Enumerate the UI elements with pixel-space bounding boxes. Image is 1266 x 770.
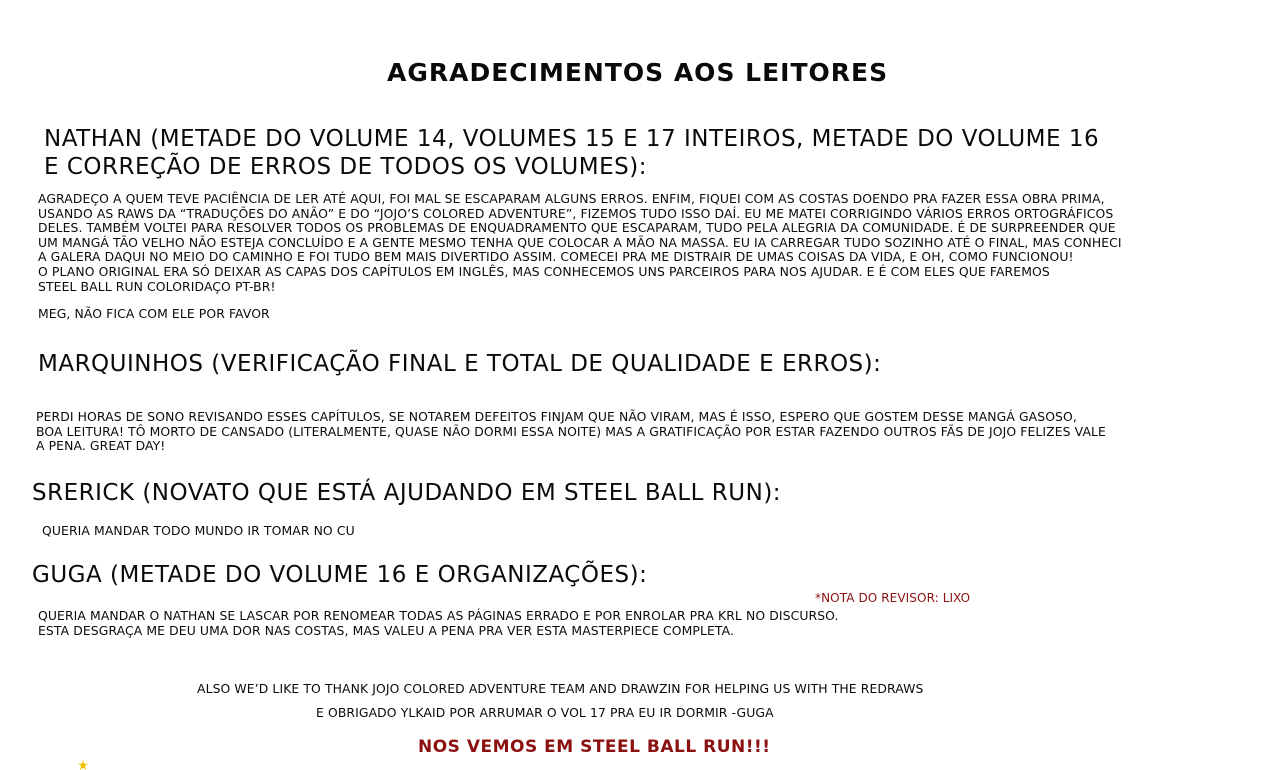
marquinhos-line: BOA LEITURA! TÔ MORTO DE CANSADO (LITERALMENTE, QUASE NÃO DORMI ESSA NOITE) MAS A GRATIFICAÇÃO POR ESTAR FAZENDO OUTROS FÃS DE JOJO FELIZES VALE	[36, 423, 1106, 439]
marquinhos-heading: MARQUINHOS (VERIFICAÇÃO FINAL E TOTAL DE QUALIDADE E ERROS):	[38, 351, 882, 377]
marquinhos-line: A PENA. GREAT DAY!	[36, 438, 166, 454]
srerick-line: QUERIA MANDAR TODO MUNDO IR TOMAR NO CU	[42, 523, 355, 538]
nathan-line: O PLANO ORIGINAL ERA SÓ DEIXAR AS CAPAS DOS CAPÍTULOS EM INGLÊS, MAS CONHECEMOS UNS PARCEIROS PARA NOS AJUDAR. E É COM ELES QUE FAREMOS	[38, 263, 1050, 279]
page-title: AGRADECIMENTOS AOS LEITORES	[387, 58, 889, 87]
guga-line: ESTA DESGRAÇA ME DEU UMA DOR NAS COSTAS, MAS VALEU A PENA PRA VER ESTA MASTERPIECE COMPLETA.	[38, 622, 735, 638]
srerick-heading: SRERICK (NOVATO QUE ESTÁ AJUDANDO EM STEEL BALL RUN):	[32, 480, 782, 506]
nathan-heading-line1: NATHAN (METADE DO VOLUME 14, VOLUMES 15 E 17 INTEIROS, METADE DO VOLUME 16	[44, 126, 1100, 152]
nathan-line: USANDO AS RAWS DA “TRADUÇÕES DO ANÃO” E DO “JOJO’S COLORED ADVENTURE”, FIZEMOS TUDO ISSO DAÍ. EU ME MATEI CORRIGINDO VÁRIOS ERROS ORTOGRÁFICOS	[38, 205, 1114, 221]
nathan-line: DELES. TAMBÉM VOLTEI PARA RESOLVER TODOS OS PROBLEMAS DE ENQUADRAMENTO QUE ESCAPARAM, TUDO PELA ALEGRIA DA COMUNIDADE. É DE SURPREENDER QUE	[38, 220, 1116, 236]
nathan-line: A GALERA DAQUI NO MEIO DO CAMINHO E FOI TUDO BEM MAIS DIVERTIDO ASSIM. COMECEI PRA ME DISTRAIR DE UMAS COISAS DA VIDA, E OH, COMO FUNCIONOU!	[38, 249, 1074, 265]
nathan-heading-line2: E CORREÇÃO DE ERROS DE TODOS OS VOLUMES):	[44, 154, 647, 180]
marquinhos-line: PERDI HORAS DE SONO REVISANDO ESSES CAPÍTULOS, SE NOTAREM DEFEITOS FINJAM QUE NÃO VIRAM, MAS É ISSO, ESPERO QUE GOSTEM DESSE MANGÁ GASOSO,	[36, 409, 1077, 424]
guga-heading: GUGA (METADE DO VOLUME 16 E ORGANIZAÇÕES):	[32, 562, 648, 588]
closing-message: NOS VEMOS EM STEEL BALL RUN!!!	[418, 737, 771, 757]
footer-obrigado: E OBRIGADO YLKAID POR ARRUMAR O VOL 17 PRA EU IR DORMIR -GUGA	[316, 705, 774, 720]
guga-body	[38, 609, 839, 638]
footer-thanks: ALSO WE’D LIKE TO THANK JOJO COLORED ADVENTURE TEAM AND DRAWZIN FOR HELPING US WITH THE REDRAWS	[197, 681, 924, 696]
nathan-line: AGRADEÇO A QUEM TEVE PACIÊNCIA DE LER ATÉ AQUI, FOI MAL SE ESCAPARAM ALGUNS ERROS. ENFIM, FIQUEI COM AS COSTAS DOENDO PRA FAZER ESSA OBRA PRIMA,	[38, 191, 1105, 206]
nathan-extra-note: MEG, NÃO FICA COM ELE POR FAVOR	[38, 306, 270, 321]
reviewer-note: *NOTA DO REVISOR: LIXO	[815, 591, 971, 605]
guga-line: QUERIA MANDAR O NATHAN SE LASCAR POR RENOMEAR TODAS AS PÁGINAS ERRADO E POR ENROLAR PRA KRL NO DISCURSO.	[38, 608, 839, 623]
nathan-line: STEEL BALL RUN COLORIDAÇO PT-BR!	[38, 278, 276, 294]
nathan-line: UM MANGÁ TÃO VELHO NÃO ESTEJA CONCLUÍDO E A GENTE MESMO TENHA QUE COLOCAR A MÃO NA MASSA. EU IA CARREGAR TUDO SOZINHO ATÉ O FINAL, MAS CONHECI	[38, 234, 1122, 250]
nathan-body	[38, 192, 1122, 294]
star-icon	[78, 760, 88, 770]
marquinhos-body	[36, 410, 1106, 454]
